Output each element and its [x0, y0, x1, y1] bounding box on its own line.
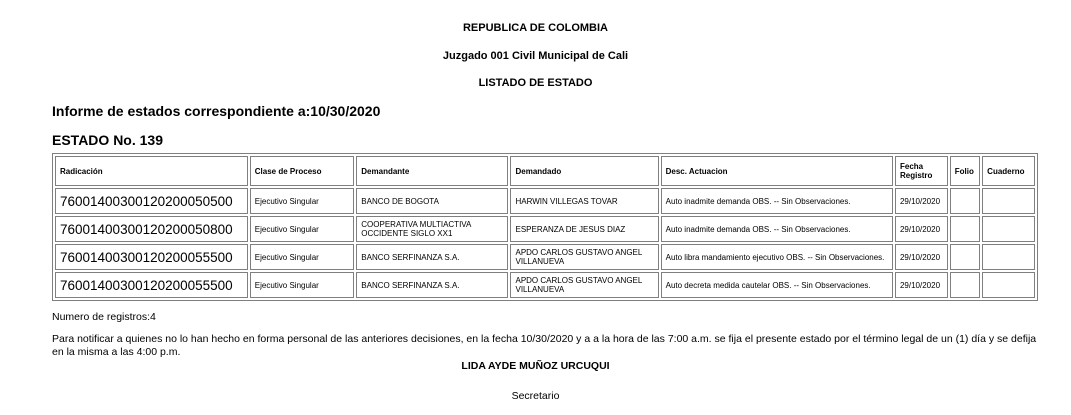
cell-radicacion: 76001400300120200055500 — [55, 244, 248, 270]
col-header-cuaderno: Cuaderno — [982, 156, 1035, 186]
cell-cuaderno — [982, 244, 1035, 270]
cell-clase: Ejecutivo Singular — [250, 216, 355, 242]
table-row — [55, 188, 1035, 214]
signer-title: Secretario — [511, 390, 560, 402]
cell-clase: Ejecutivo Singular — [250, 244, 355, 270]
cell-actuacion: Auto decreta medida cautelar OBS. -- Sin Observaciones. — [661, 272, 893, 298]
col-header-demandante: Demandante — [356, 156, 508, 186]
col-header-folio: Folio — [950, 156, 980, 186]
cell-actuacion: Auto inadmite demanda OBS. -- Sin Observaciones. — [661, 188, 893, 214]
col-header-radicacion: Radicación — [55, 156, 248, 186]
cell-demandado: APDO CARLOS GUSTAVO ANGEL VILLANUEVA — [510, 272, 658, 298]
cell-fecha: 29/10/2020 — [895, 244, 948, 270]
cell-demandante: COOPERATIVA MULTIACTIVA OCCIDENTE SIGLO XX1 — [356, 216, 508, 242]
cell-fecha: 29/10/2020 — [895, 272, 948, 298]
col-header-fecha: Fecha Registro — [895, 156, 948, 186]
cell-cuaderno — [982, 272, 1035, 298]
cell-fecha: 29/10/2020 — [895, 216, 948, 242]
cell-demandado: HARWIN VILLEGAS TOVAR — [510, 188, 658, 214]
cell-actuacion: Auto inadmite demanda OBS. -- Sin Observaciones. — [661, 216, 893, 242]
record-count: Numero de registros:4 — [52, 311, 156, 323]
estado-number: ESTADO No. 139 — [52, 132, 163, 148]
cell-actuacion: Auto libra mandamiento ejecutivo OBS. -- Sin Observaciones. — [661, 244, 893, 270]
cell-clase: Ejecutivo Singular — [250, 272, 355, 298]
header-listing: LISTADO DE ESTADO — [478, 77, 593, 89]
notification-text: Para notificar a quienes no lo han hecho en forma personal de las anteriores decisiones, en la fecha 10/30/2020 y a a la hora de las 7:00 a.m. se fija el presente estado por el término legal de un (1) día y se defija en la misma a las 4:00 p.m. — [52, 333, 1037, 358]
table-row — [55, 216, 1035, 242]
cell-folio — [950, 244, 980, 270]
cell-radicacion: 76001400300120200055500 — [55, 272, 248, 298]
table-row — [55, 272, 1035, 298]
report-title: Informe de estados correspondiente a:10/30/2020 — [52, 103, 381, 119]
cell-cuaderno — [982, 216, 1035, 242]
table-header-row — [55, 156, 1035, 186]
cell-demandante: BANCO DE BOGOTA — [356, 188, 508, 214]
cell-cuaderno — [982, 188, 1035, 214]
col-header-actuacion: Desc. Actuacion — [661, 156, 893, 186]
col-header-demandado: Demandado — [510, 156, 658, 186]
cell-demandado: ESPERANZA DE JESUS DIAZ — [510, 216, 658, 242]
cell-folio — [950, 216, 980, 242]
cell-demandado: APDO CARLOS GUSTAVO ANGEL VILLANUEVA — [510, 244, 658, 270]
cell-radicacion: 76001400300120200050800 — [55, 216, 248, 242]
header-country: REPUBLICA DE COLOMBIA — [462, 22, 609, 34]
estado-table — [52, 153, 1038, 301]
cell-folio — [950, 272, 980, 298]
table-row — [55, 244, 1035, 270]
cell-fecha: 29/10/2020 — [895, 188, 948, 214]
cell-folio — [950, 188, 980, 214]
cell-radicacion: 76001400300120200050500 — [55, 188, 248, 214]
cell-demandante: BANCO SERFINANZA S.A. — [356, 244, 508, 270]
signer-name: LIDA AYDE MUÑOZ URCUQUI — [461, 360, 610, 372]
header-court: Juzgado 001 Civil Municipal de Cali — [442, 50, 629, 62]
cell-clase: Ejecutivo Singular — [250, 188, 355, 214]
cell-demandante: BANCO SERFINANZA S.A. — [356, 272, 508, 298]
col-header-clase: Clase de Proceso — [250, 156, 355, 186]
